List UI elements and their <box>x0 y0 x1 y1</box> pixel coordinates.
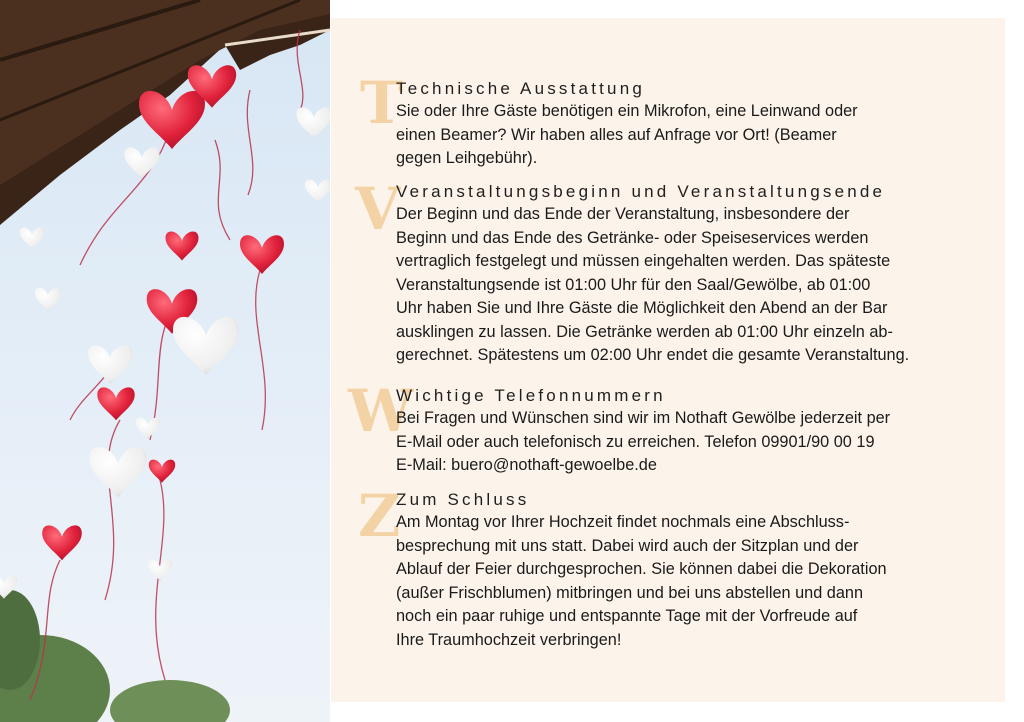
section-heading: Zum Schluss <box>396 490 530 509</box>
section-zum-schluss <box>396 489 986 652</box>
balloons-photo <box>0 0 330 722</box>
section-veranstaltungsbeginn <box>396 181 986 368</box>
section-technische-ausstattung <box>396 78 986 171</box>
body-line: E-Mail: buero@nothaft-gewoelbe.de <box>396 456 657 474</box>
body-line: einen Beamer? Wir haben alles auf Anfrage vor Ort! (Beamer <box>396 125 837 144</box>
drop-initial-t: T <box>360 69 404 137</box>
body-line: Sie oder Ihre Gäste benötigen ein Mikrofon, eine Leinwand oder <box>396 102 858 120</box>
drop-initial-w: W <box>348 377 414 445</box>
body-line: Veranstaltungsende ist 01:00 Uhr für den Saal/Gewölbe, ab 01:00 <box>396 275 871 294</box>
section-body <box>396 407 986 478</box>
body-line: gegen Leihgebühr). <box>396 149 538 167</box>
drop-initial-v: V <box>355 175 401 243</box>
section-wichtige-telefonnummern <box>396 385 986 478</box>
body-line: noch ein paar ruhige und entspannte Tage mit der Vorfreude auf <box>396 607 858 625</box>
section-body <box>396 511 986 652</box>
section-heading: Technische Ausstattung <box>396 79 646 98</box>
section-body <box>396 203 986 368</box>
body-line: ausklingen zu lassen. Die Getränke werden ab 01:00 Uhr einzeln ab- <box>396 322 893 341</box>
body-line: vertraglich festgelegt und müssen eingehalten werden. Das späteste <box>396 252 891 270</box>
body-line: Ihre Traumhochzeit verbringen! <box>396 630 622 649</box>
body-line: Uhr haben Sie und Ihre Gäste die Möglichkeit den Abend an der Bar <box>396 299 888 317</box>
body-line: Ablauf der Feier durchgesprochen. Sie können dabei die Dekoration <box>396 560 887 578</box>
body-line: Beginn und das Ende des Getränke- oder Speiseservices werden <box>396 228 869 247</box>
body-line: besprechung mit uns statt. Dabei wird auch der Sitzplan und der <box>396 536 859 555</box>
body-line: (außer Frischblumen) mitbringen und bei uns abstellen und dann <box>396 583 863 602</box>
body-line: Bei Fragen und Wünschen sind wir im Nothaft Gewölbe jederzeit per <box>396 409 891 427</box>
section-body <box>396 100 986 171</box>
body-line: E-Mail oder auch telefonisch zu erreichen. Telefon 09901/90 00 19 <box>396 432 875 451</box>
section-heading: Veranstaltungsbeginn und Veranstaltungsende <box>396 182 886 201</box>
body-line: Der Beginn und das Ende der Veranstaltung, insbesondere der <box>396 205 850 223</box>
section-heading: Wichtige Telefonnummern <box>396 386 666 405</box>
body-line: gerechnet. Spätestens um 02:00 Uhr endet die gesamte Veranstaltung. <box>396 346 910 364</box>
drop-initial-z: Z <box>358 482 401 550</box>
body-line: Am Montag vor Ihrer Hochzeit findet nochmals eine Abschluss- <box>396 513 850 531</box>
balloons-illustration <box>0 0 330 722</box>
